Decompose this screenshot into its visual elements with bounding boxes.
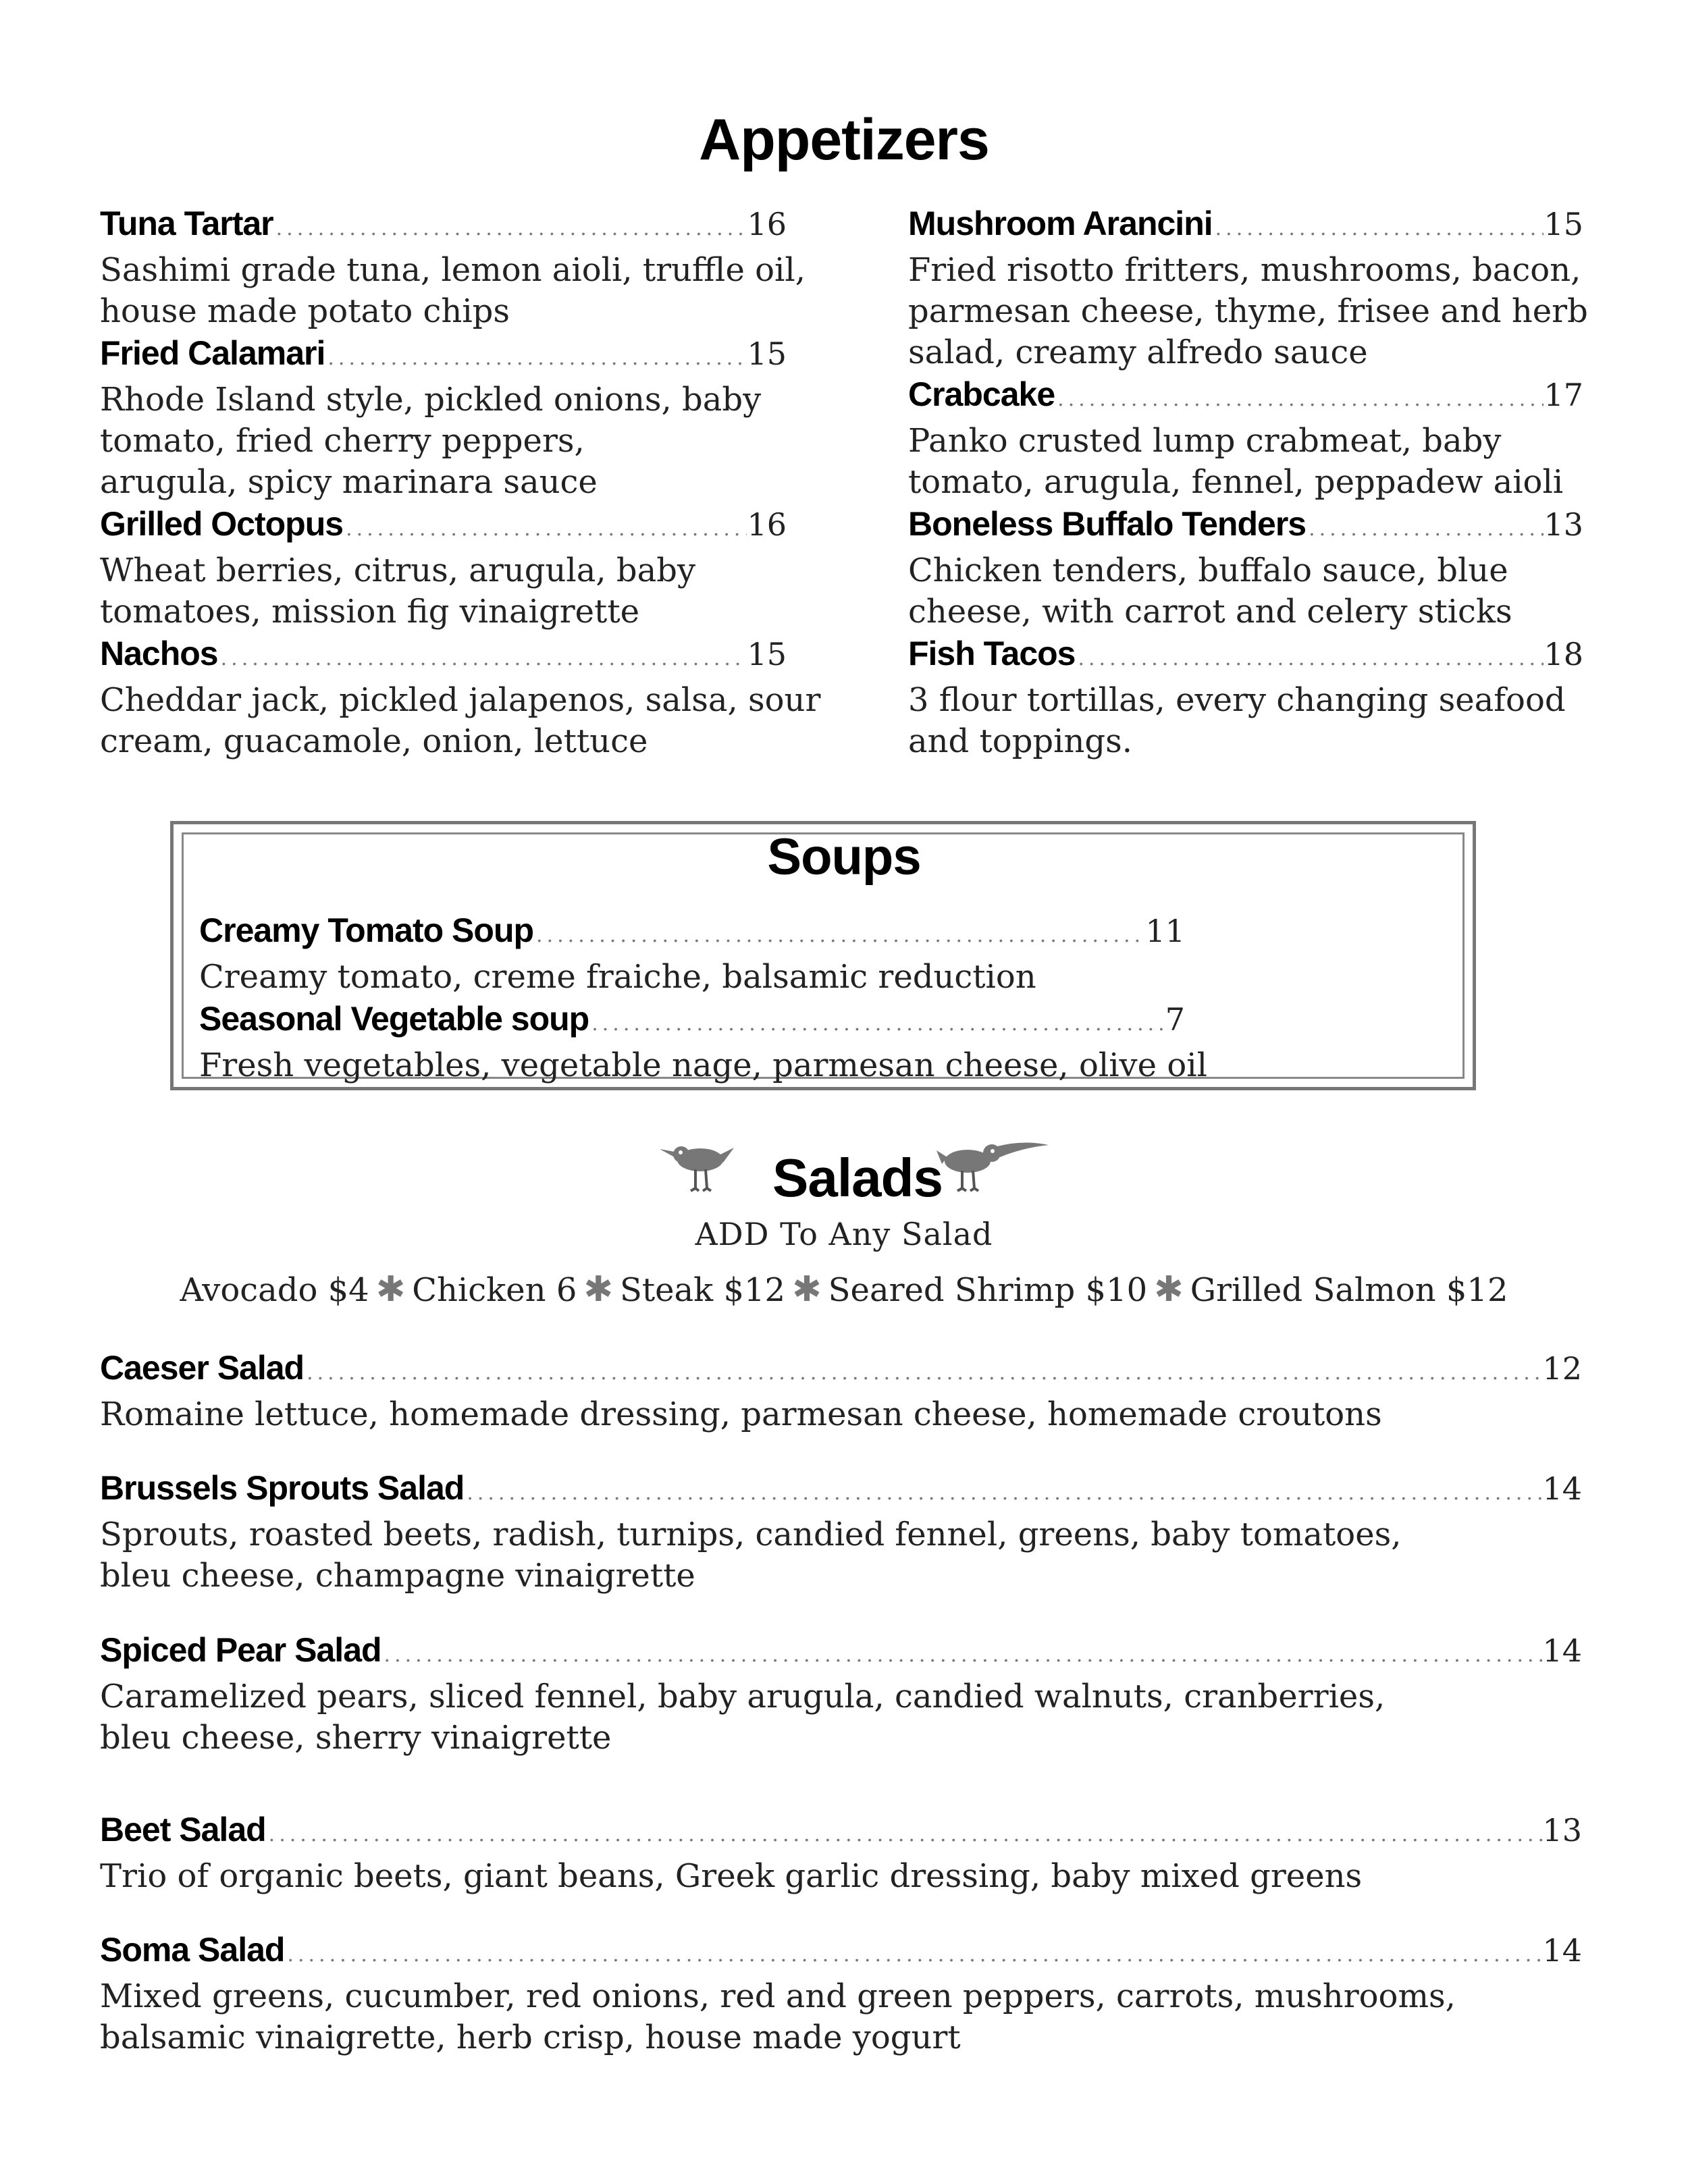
item-description: Trio of organic beets, giant beans, Greek garlic dressing, baby mixed greens — [100, 1857, 1363, 1895]
dot-leader — [218, 638, 747, 680]
dot-leader — [589, 1003, 1165, 1045]
item-name: Beet Salad — [100, 1811, 266, 1848]
item-price: 18 — [1544, 636, 1583, 672]
item-description: salad, creamy alfredo sauce — [908, 334, 1368, 371]
item-description: Cheddar jack, pickled jalapenos, salsa, sour — [100, 681, 821, 719]
item-description: bleu cheese, champagne vinaigrette — [100, 1557, 695, 1595]
appetizers-right-column — [908, 203, 1588, 762]
item-description: arugula, spicy marinara sauce — [100, 463, 598, 501]
dot-leader — [266, 1814, 1543, 1856]
item-name: Seasonal Vegetable soup — [199, 1000, 589, 1038]
menu-item-mushroom-arancini — [908, 203, 1588, 373]
dot-leader — [1055, 379, 1544, 421]
salads-title: Salads — [772, 1148, 943, 1208]
item-description: Panko crusted lump crabmeat, baby — [908, 422, 1502, 460]
asterisk-icon: ✱ — [375, 1269, 406, 1310]
appetizers-left-column — [100, 203, 821, 762]
item-price: 12 — [1542, 1350, 1582, 1387]
item-description: Sprouts, roasted beets, radish, turnips, candied fennel, greens, baby tomatoes, — [100, 1516, 1402, 1553]
item-price: 17 — [1544, 377, 1583, 413]
item-name: Soma Salad — [100, 1931, 285, 1969]
addon-seared-shrimp: Seared Shrimp $10 — [828, 1271, 1148, 1309]
dot-leader — [273, 208, 747, 250]
item-description: house made potato chips — [100, 292, 510, 330]
item-price: 15 — [747, 636, 787, 672]
item-description: Romaine lettuce, homemade dressing, parmesan cheese, homemade croutons — [100, 1395, 1382, 1433]
item-price: 13 — [1544, 506, 1583, 543]
addon-steak: Steak $12 — [619, 1271, 786, 1309]
asterisk-icon: ✱ — [583, 1269, 613, 1310]
dot-leader — [464, 1472, 1542, 1514]
item-name: Brussels Sprouts Salad — [100, 1469, 465, 1507]
item-description: tomato, fried cherry peppers, — [100, 422, 585, 460]
appetizers-title: Appetizers — [699, 107, 989, 172]
dot-leader — [304, 1352, 1542, 1394]
menu-item-soma-salad — [100, 1929, 1582, 2058]
item-name: Fish Tacos — [908, 635, 1076, 672]
menu-item-beet-salad — [100, 1809, 1582, 1929]
dot-leader — [1306, 508, 1544, 550]
item-price: 15 — [1544, 206, 1583, 242]
soups-title: Soups — [767, 828, 921, 886]
salads-list — [100, 1347, 1582, 2058]
menu-item-spiced-pear-salad — [100, 1629, 1582, 1809]
addon-grilled-salmon: Grilled Salmon $12 — [1190, 1271, 1508, 1309]
item-price: 13 — [1542, 1812, 1582, 1848]
addon-avocado: Avocado $4 — [180, 1271, 369, 1309]
item-description: Chicken tenders, buffalo sauce, blue — [908, 552, 1508, 589]
item-name: Creamy Tomato Soup — [199, 911, 534, 949]
item-description: tomatoes, mission fig vinaigrette — [100, 593, 640, 631]
item-description: Fried risotto fritters, mushrooms, bacon, — [908, 251, 1581, 289]
item-name: Fried Calamari — [100, 334, 325, 372]
menu-item-caeser-salad — [100, 1347, 1582, 1467]
menu-item-boneless-buffalo-tenders — [908, 503, 1583, 633]
item-description: tomato, arugula, fennel, peppadew aioli — [908, 463, 1564, 501]
item-description: bleu cheese, sherry vinaigrette — [100, 1719, 612, 1757]
asterisk-icon: ✱ — [792, 1269, 822, 1310]
menu-item-fried-calamari — [100, 332, 787, 503]
item-description: Mixed greens, cucumber, red onions, red and green peppers, carrots, mushrooms, — [100, 1977, 1456, 2015]
item-name: Tuna Tartar — [100, 205, 273, 242]
item-price: 14 — [1542, 1932, 1582, 1969]
add-to-salad-heading: ADD To Any Salad — [695, 1216, 993, 1252]
item-description: Caramelized pears, sliced fennel, baby arugula, candied walnuts, cranberries, — [100, 1678, 1386, 1715]
item-price: 15 — [747, 336, 787, 372]
menu-item-crabcake — [908, 373, 1583, 503]
item-description: Wheat berries, citrus, arugula, baby — [100, 552, 696, 589]
item-description: Rhode Island style, pickled onions, baby — [100, 381, 762, 419]
menu-item-grilled-octopus — [100, 503, 787, 633]
menu-item-creamy-tomato-soup — [199, 909, 1185, 998]
menu-item-fish-tacos — [908, 633, 1583, 762]
dot-leader — [284, 1934, 1542, 1976]
item-price: 14 — [1542, 1470, 1582, 1507]
item-description: cheese, with carrot and celery sticks — [908, 593, 1512, 631]
menu-item-brussels-sprouts-salad — [100, 1467, 1582, 1629]
dot-leader — [533, 915, 1145, 957]
item-description: cream, guacamole, onion, lettuce — [100, 722, 648, 760]
dot-leader — [325, 338, 747, 379]
soups-list — [199, 909, 1207, 1086]
menu-item-seasonal-vegetable-soup — [199, 998, 1207, 1086]
item-description: Sashimi grade tuna, lemon aioli, truffle oil, — [100, 251, 806, 289]
item-name: Nachos — [100, 635, 218, 672]
item-description: parmesan cheese, thyme, frisee and herb — [908, 292, 1588, 330]
asterisk-icon: ✱ — [1154, 1269, 1184, 1310]
addon-chicken: Chicken 6 — [412, 1271, 577, 1309]
item-price: 11 — [1145, 913, 1185, 949]
menu-item-tuna-tartar — [100, 203, 806, 332]
item-description: and toppings. — [908, 722, 1133, 760]
item-description: 3 flour tortillas, every changing seafood — [908, 681, 1566, 719]
item-description: balsamic vinaigrette, herb crisp, house made yogurt — [100, 2019, 961, 2056]
item-price: 7 — [1165, 1001, 1185, 1038]
item-name: Grilled Octopus — [100, 505, 344, 543]
item-name: Boneless Buffalo Tenders — [908, 505, 1307, 543]
item-price: 14 — [1542, 1632, 1582, 1669]
item-name: Crabcake — [908, 375, 1055, 413]
item-description: Fresh vegetables, vegetable nage, parmesan cheese, olive oil — [199, 1046, 1207, 1084]
item-price: 16 — [747, 506, 787, 543]
dot-leader — [1213, 208, 1544, 250]
item-name: Spiced Pear Salad — [100, 1631, 381, 1669]
item-description: Creamy tomato, creme fraiche, balsamic reduction — [199, 958, 1036, 996]
dot-leader — [1075, 638, 1544, 680]
item-name: Caeser Salad — [100, 1349, 305, 1387]
item-name: Mushroom Arancini — [908, 205, 1213, 242]
salad-addons-line — [0, 1267, 1688, 1312]
menu-item-nachos — [100, 633, 821, 762]
dot-leader — [343, 508, 747, 550]
item-price: 16 — [747, 206, 787, 242]
dot-leader — [381, 1634, 1543, 1676]
